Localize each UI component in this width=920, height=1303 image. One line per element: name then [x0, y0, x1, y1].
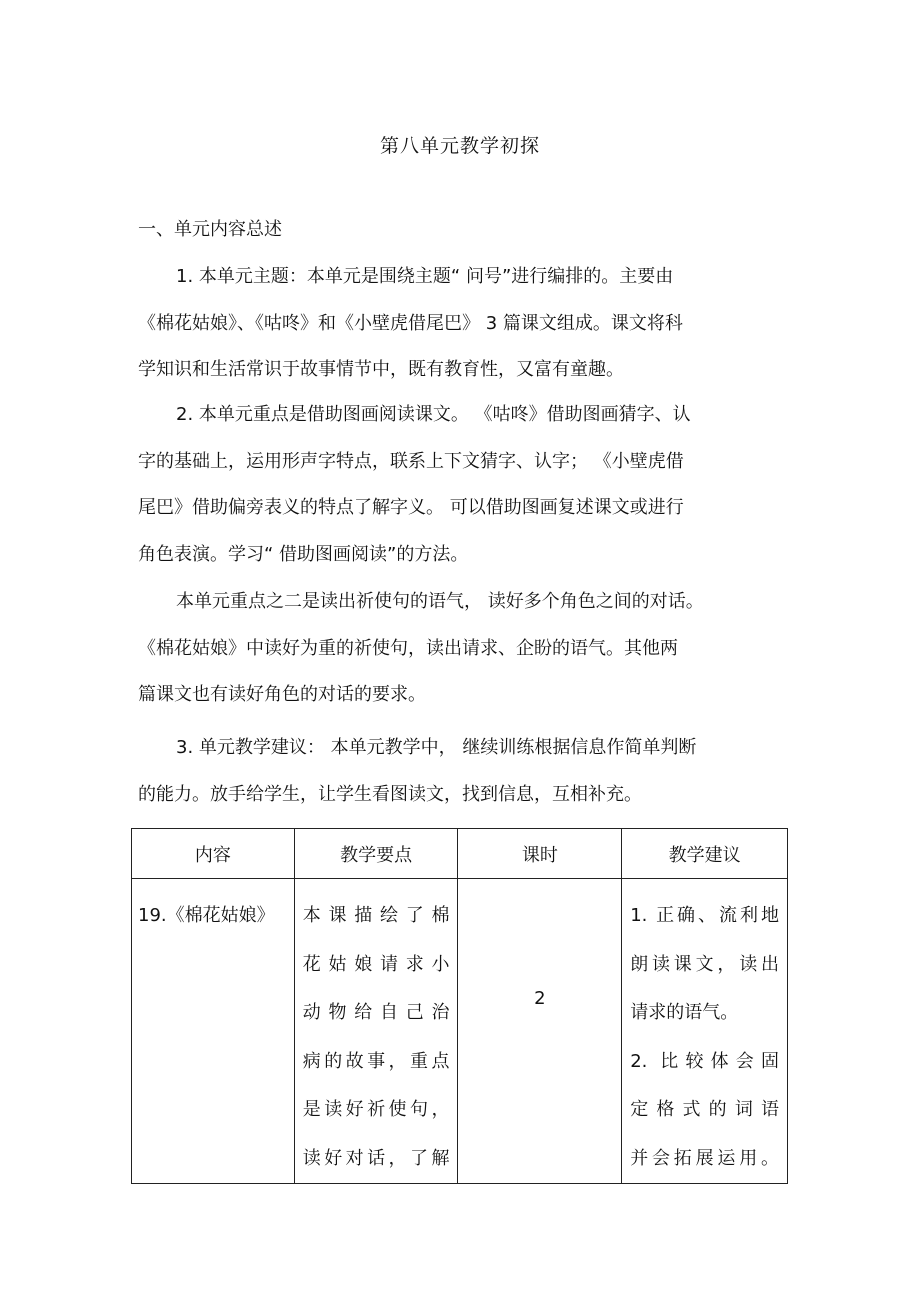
suggestion-line: 1. 正确、流利地	[630, 905, 779, 926]
cell-key-points	[294, 879, 458, 1184]
paragraph-suggestion	[138, 725, 788, 818]
paragraph-line: 1. 本单元主题：本单元是围绕主题“ 问号”进行编排的。主要由	[176, 266, 674, 287]
cell-suggestions	[622, 879, 788, 1184]
paragraph-focus-two	[138, 579, 788, 719]
paragraph-line: 角色表演。学习“ 借助图画阅读”的方法。	[138, 543, 469, 565]
key-point-line: 读好对话，了解	[302, 1147, 450, 1169]
key-point-line: 花姑娘请求小	[302, 953, 450, 975]
paragraph-line: 《棉花姑娘》中读好为重的祈使句，读出请求、企盼的语气。其他两	[138, 637, 678, 659]
paragraph-line: 2. 本单元重点是借助图画阅读课文。 《咕咚》借助图画猜字、认	[176, 404, 691, 425]
paragraph-focus	[138, 392, 788, 578]
key-point-line: 本课描绘了棉	[302, 905, 450, 926]
paragraph-line: 3. 单元教学建议： 本单元教学中， 继续训练根据信息作简单判断	[176, 737, 697, 758]
paragraph-line: 字的基础上，运用形声字特点，联系上下文猜字、认字； 《小壁虎借	[138, 450, 684, 472]
cell-hours	[458, 879, 622, 1184]
cell-content	[132, 879, 295, 1184]
suggestion-line: 请求的语气。	[630, 1002, 739, 1023]
page-title: 第八单元教学初探	[379, 135, 540, 157]
paragraph-line: 学知识和生活常识于故事情节中，既有教育性，又富有童趣。	[138, 359, 624, 380]
header-content: 内容	[132, 829, 295, 879]
table-header-row	[132, 829, 788, 879]
header-suggestions: 教学建议	[622, 829, 788, 879]
suggestion-line: 并会拓展运用。	[630, 1147, 779, 1169]
table-row	[132, 879, 788, 1184]
teaching-plan-table	[131, 828, 788, 1184]
suggestion-line: 2. 比较体会固	[630, 1050, 779, 1072]
paragraph-theme	[138, 254, 788, 394]
suggestion-line: 朗读课文，读出	[630, 953, 779, 975]
header-hours: 课时	[458, 829, 622, 879]
header-key-points: 教学要点	[294, 829, 458, 879]
lesson-name: 19.《棉花姑娘》	[138, 905, 275, 926]
paragraph-line: 尾巴》借助偏旁表义的特点了解字义。 可以借助图画复述课文或进行	[138, 497, 684, 518]
section-heading: 一、单元内容总述	[138, 219, 282, 240]
key-point-line: 病的故事，重点	[302, 1050, 450, 1072]
suggestion-line: 定格式的词语	[630, 1099, 779, 1120]
paragraph-line: 篇课文也有读好角色的对话的要求。	[138, 684, 426, 705]
key-point-line: 动物给自己治	[302, 1002, 450, 1023]
key-point-line: 是读好祈使句，	[302, 1099, 450, 1120]
paragraph-line: 本单元重点之二是读出祈使句的语气， 读好多个角色之间的对话。	[176, 591, 704, 612]
paragraph-line: 的能力。放手给学生，让学生看图读文，找到信息，互相补充。	[138, 783, 642, 805]
lesson-hours: 2	[534, 988, 546, 1009]
paragraph-line: 《棉花姑娘》、《咕咚》和《小壁虎借尾巴》 3 篇课文组成。课文将科	[138, 312, 683, 334]
